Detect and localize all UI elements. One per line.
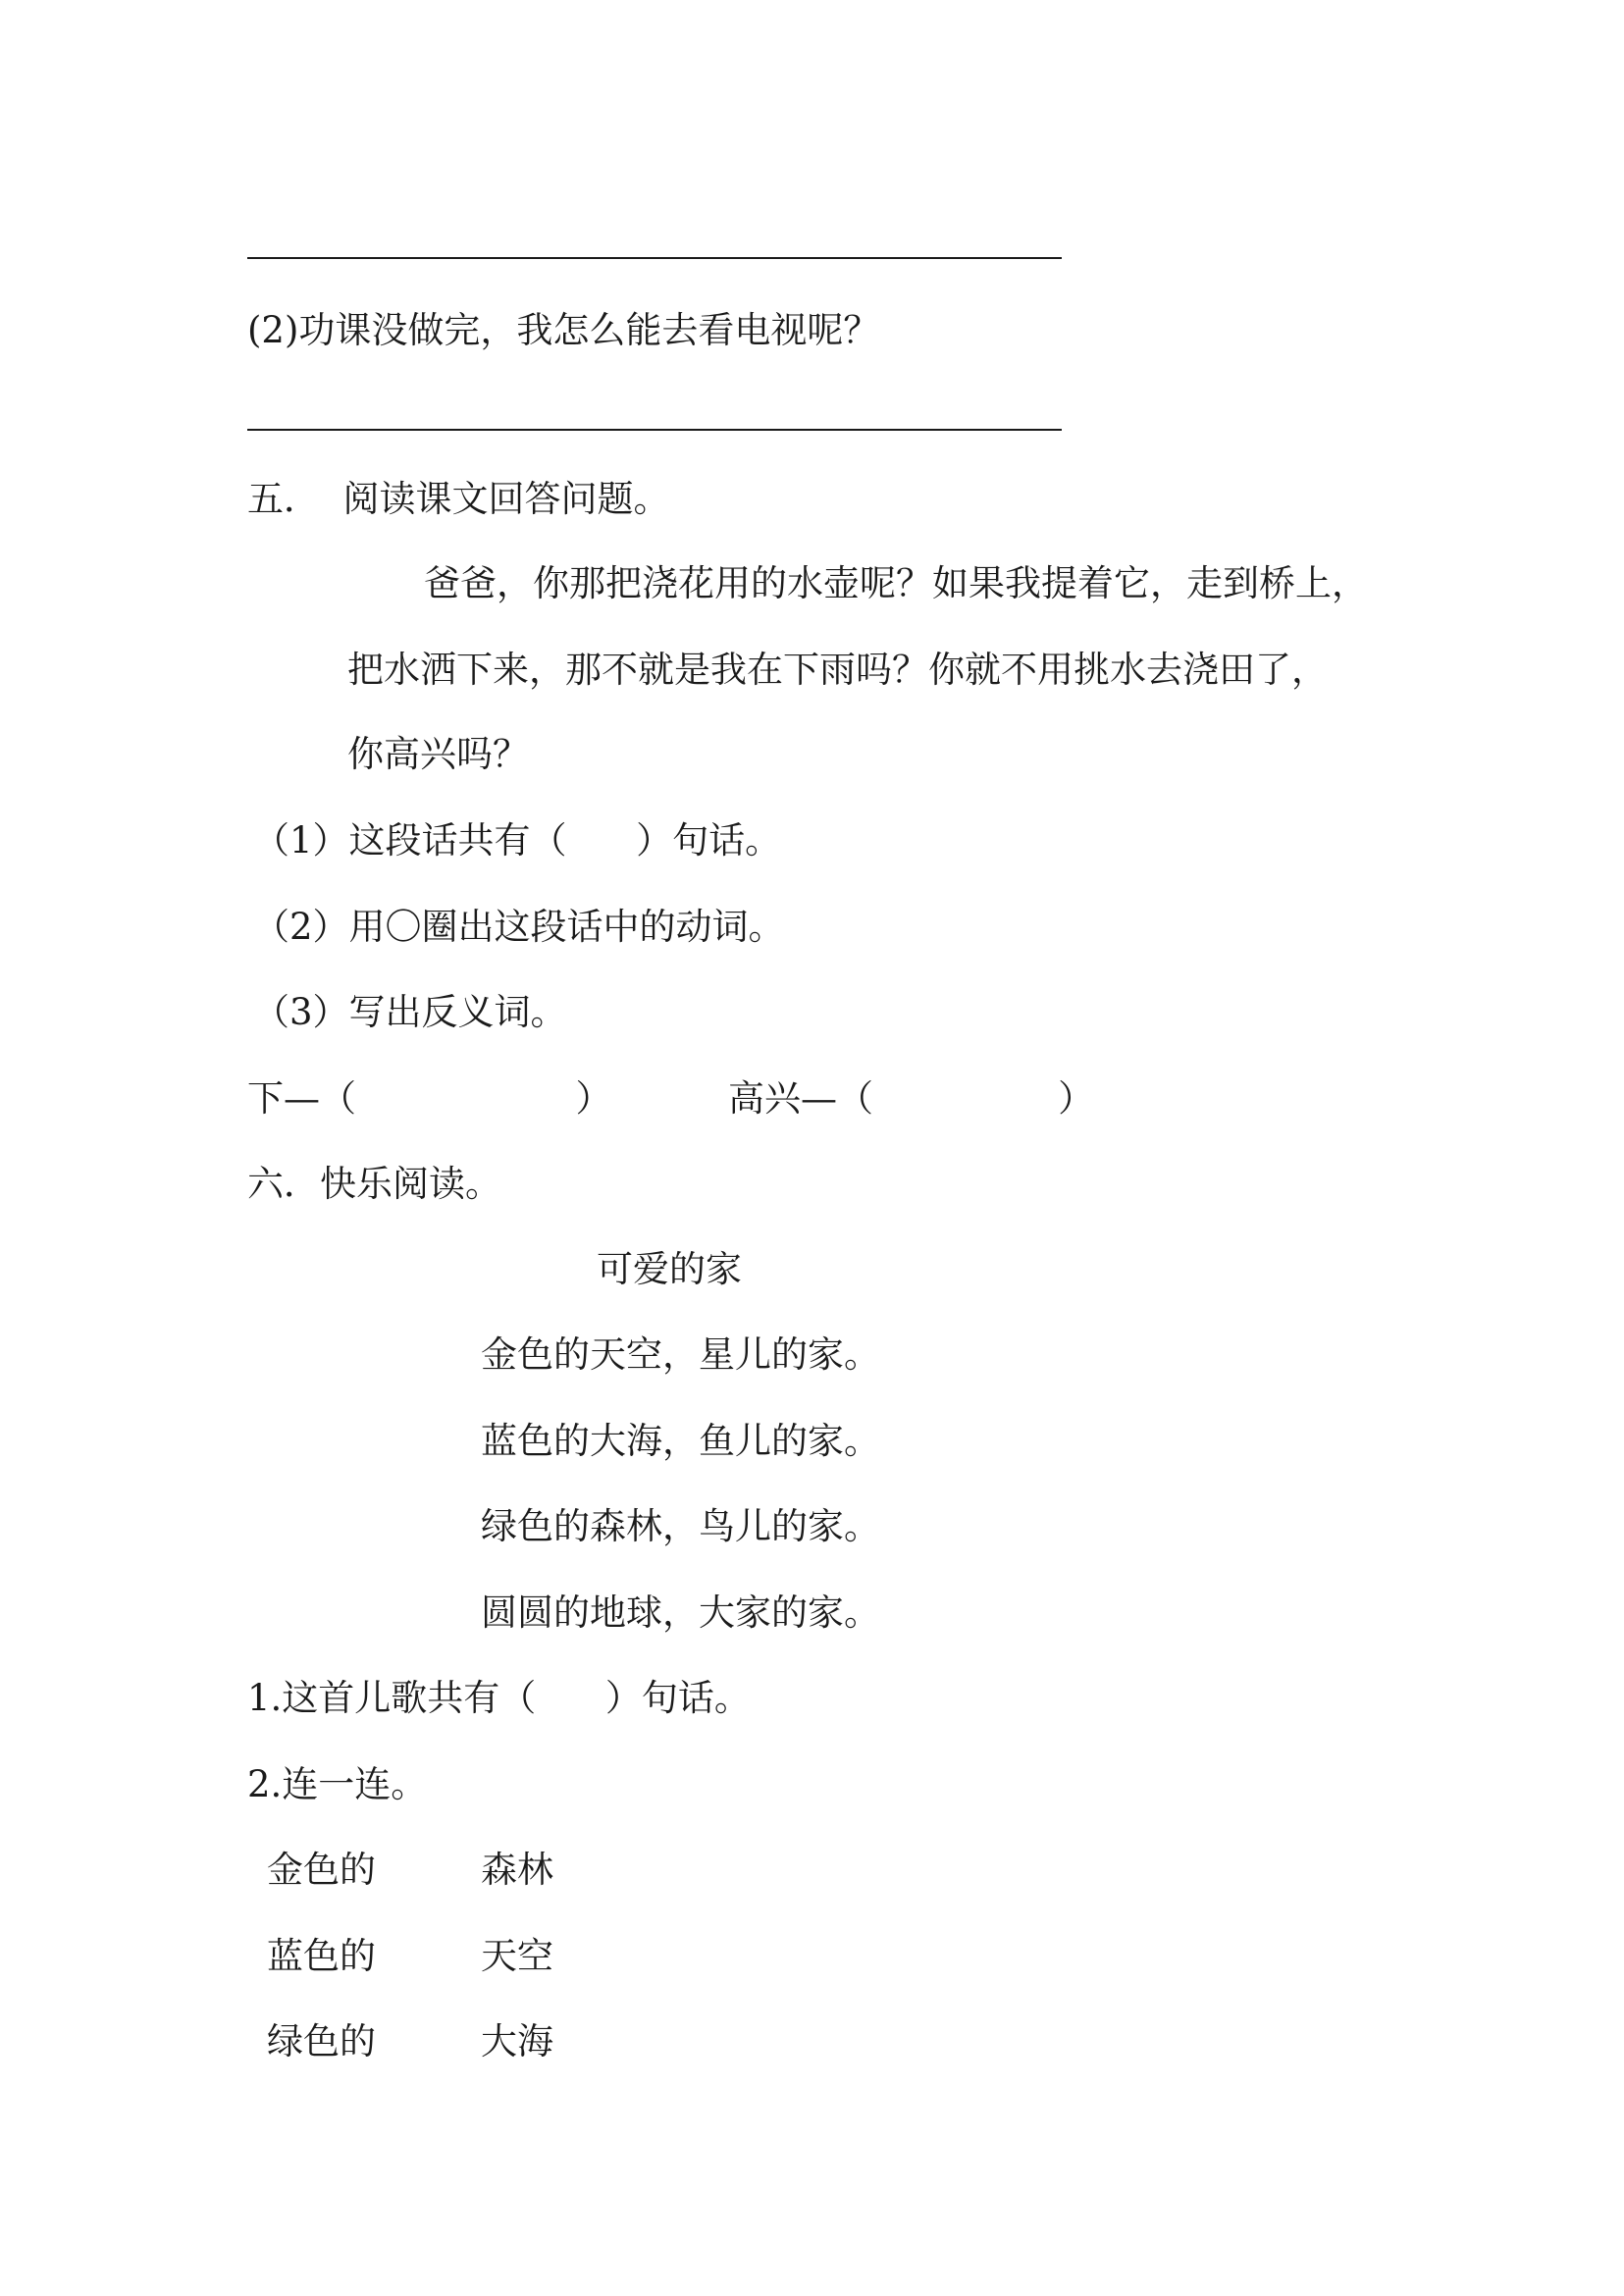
s6-question-1: 1.这首儿歌共有（ ）句话。 [247, 1677, 751, 1719]
antonym-item-1: 下—（ ） [247, 1077, 612, 1120]
answer-line-2[interactable] [247, 429, 1062, 431]
match-left-item[interactable]: 金色的 [267, 1849, 376, 1891]
match-left-item[interactable]: 绿色的 [267, 2020, 376, 2062]
match-right-item[interactable]: 大海 [481, 2020, 553, 2062]
s5-question-1: （1）这段话共有（ ）句话。 [253, 819, 782, 861]
q4-item-2: (2)功课没做完，我怎么能去看电视呢？ [247, 309, 880, 351]
section-6-heading: 六．快乐阅读。 [247, 1163, 501, 1205]
poem-line: 蓝色的大海，鱼儿的家。 [481, 1420, 880, 1462]
poem-line: 圆圆的地球，大家的家。 [481, 1592, 880, 1634]
passage-line-3: 你高兴吗？ [347, 733, 529, 775]
s5-question-3: （3）写出反义词。 [253, 991, 567, 1033]
match-left-item[interactable]: 蓝色的 [267, 1935, 376, 1977]
poem-line: 金色的天空，星儿的家。 [481, 1333, 880, 1376]
poem-line: 绿色的森林，鸟儿的家。 [481, 1505, 880, 1547]
s5-question-2: （2）用〇圈出这段话中的动词。 [253, 906, 785, 948]
match-right-item[interactable]: 森林 [481, 1849, 553, 1891]
answer-line-1[interactable] [247, 257, 1062, 259]
section-5-heading: 五． 阅读课文回答问题。 [247, 478, 670, 520]
antonym-item-2: 高兴—（ ） [728, 1077, 1095, 1120]
passage-line-2: 把水洒下来，那不就是我在下雨吗？你就不用挑水去浇田了， [347, 649, 1328, 691]
s6-question-2: 2.连一连。 [247, 1763, 428, 1805]
poem-title: 可爱的家 [597, 1248, 742, 1290]
passage-line-1: 爸爸，你那把浇花用的水壶呢？如果我提着它，走到桥上， [424, 562, 1368, 604]
match-right-item[interactable]: 天空 [481, 1935, 553, 1977]
